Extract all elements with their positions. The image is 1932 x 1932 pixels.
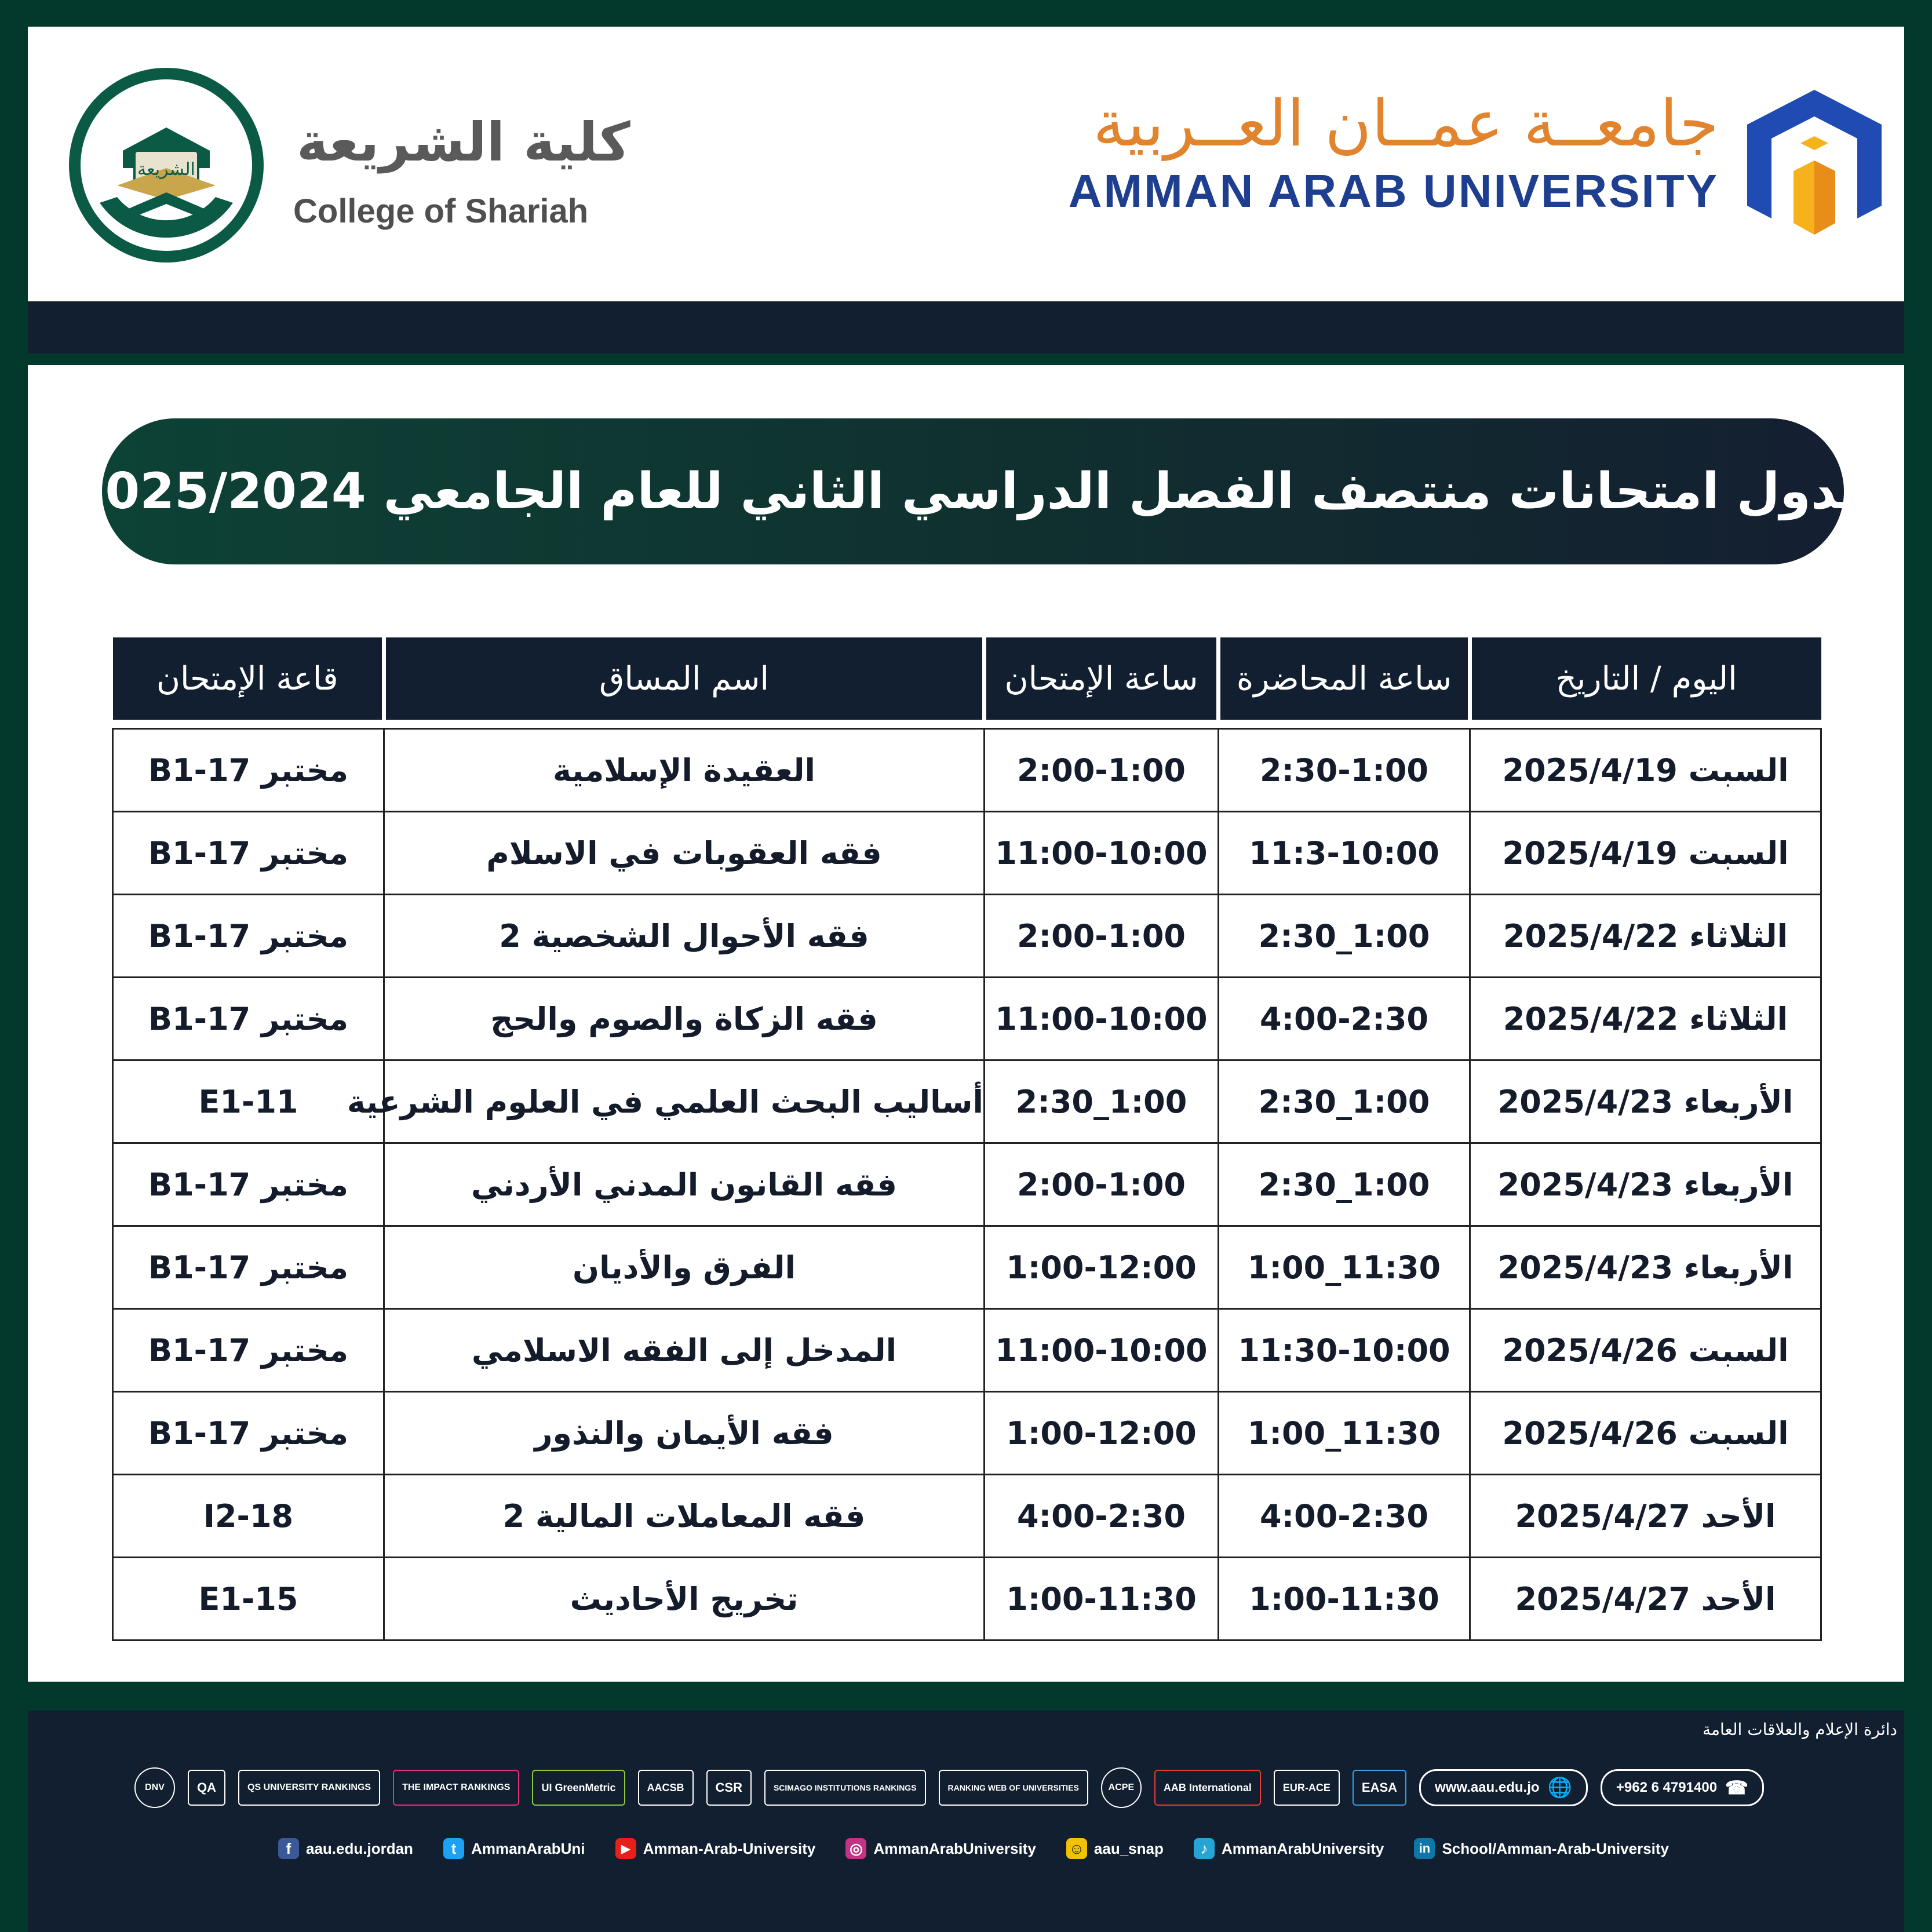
social-snapchat[interactable]	[1066, 1838, 1164, 1859]
cell-room: مختبر B1-17	[113, 895, 384, 978]
cell-date: السبت 2025/4/26	[1470, 1392, 1821, 1475]
cell-course: فقه المعاملات المالية 2	[384, 1475, 985, 1558]
cell-exam-time: 1:00_2:30	[985, 1060, 1219, 1143]
cell-lecture-time: 1:00_2:30	[1219, 1143, 1470, 1226]
table-body	[113, 720, 1821, 1641]
cell-lecture-time: 4:00-2:30	[1219, 1475, 1470, 1558]
cell-date: الأربعاء 2025/4/23	[1470, 1143, 1821, 1226]
header-lecture-time: ساعة المحاضرة	[1219, 637, 1470, 720]
cell-room: مختبر B1-17	[113, 1392, 384, 1475]
cell-date: السبت 2025/4/26	[1470, 1309, 1821, 1392]
table-row	[113, 1226, 1821, 1309]
social-label[interactable]: AmmanArabUniversity	[1222, 1839, 1384, 1857]
cell-exam-time: 11:00-10:00	[985, 978, 1219, 1060]
greenmetric-badge: UI GreenMetric	[532, 1770, 625, 1806]
university-name-english: AMMAN ARAB UNIVERSITY	[1068, 165, 1719, 217]
cell-course: المدخل إلى الفقه الاسلامي	[384, 1309, 985, 1392]
cell-date: الأربعاء 2025/4/23	[1470, 1060, 1821, 1143]
cell-exam-time: 1:00-11:30	[985, 1558, 1219, 1641]
aab-international-badge: AAB International	[1154, 1770, 1261, 1806]
social-label[interactable]: AmmanArabUniversity	[873, 1839, 1036, 1857]
college-name-arabic: كلية الشريعة	[297, 111, 630, 173]
phone-text[interactable]: +962 6 4791400	[1616, 1780, 1718, 1795]
social-instagram[interactable]	[845, 1838, 1036, 1859]
table-header	[113, 637, 1821, 720]
cell-lecture-time: 1:00-11:30	[1219, 1558, 1470, 1641]
cell-course: فقه الأحوال الشخصية 2	[384, 895, 985, 978]
cell-exam-time: 2:00-1:00	[985, 895, 1219, 978]
the-rankings-badge: THE IMPACT RANKINGS	[393, 1770, 519, 1806]
cell-lecture-time: 11:30_1:00	[1219, 1226, 1470, 1309]
social-twitter[interactable]	[443, 1838, 585, 1859]
cell-course: فقه الزكاة والصوم والحج	[384, 978, 985, 1060]
cell-lecture-time: 11:30-10:00	[1219, 1309, 1470, 1392]
social-label[interactable]: School/Amman-Arab-University	[1442, 1839, 1669, 1857]
cell-room: مختبر B1-17	[113, 1143, 384, 1226]
snapchat-icon: ☺	[1066, 1838, 1087, 1859]
header-course-name: اسم المساق	[384, 637, 985, 720]
cell-lecture-time: 11:30_1:00	[1219, 1392, 1470, 1475]
qa-badge: QA	[188, 1770, 225, 1806]
cell-course: فقه العقوبات في الاسلام	[384, 812, 985, 895]
cell-date: الثلاثاء 2025/4/22	[1470, 895, 1821, 978]
table-row	[113, 1475, 1821, 1558]
cell-room: مختبر B1-17	[113, 1309, 384, 1392]
cell-course: الفرق والأديان	[384, 1226, 985, 1309]
social-youtube[interactable]	[615, 1838, 816, 1859]
cell-room: I2-18	[113, 1475, 384, 1558]
social-label[interactable]: aau_snap	[1093, 1839, 1164, 1857]
college-of-shariah-emblem	[65, 64, 268, 267]
exam-schedule-table	[112, 637, 1822, 1641]
aacsb-badge: AACSB	[638, 1770, 694, 1806]
cell-room: E1-11	[113, 1060, 384, 1143]
table-row	[113, 729, 1821, 812]
website-text[interactable]: www.aau.edu.jo	[1435, 1780, 1540, 1795]
cell-exam-time: 1:00-12:00	[985, 1392, 1219, 1475]
table-row	[113, 978, 1821, 1060]
table-row	[113, 1309, 1821, 1392]
cell-room: مختبر B1-17	[113, 1226, 384, 1309]
footer	[28, 1711, 1904, 1932]
table-row	[113, 812, 1821, 895]
college-name-english: College of Shariah	[293, 192, 589, 230]
social-tiktok[interactable]	[1194, 1838, 1384, 1859]
title-banner	[70, 418, 1876, 564]
website-link[interactable]	[1419, 1769, 1588, 1806]
cell-date: الأحد 2025/4/27	[1470, 1475, 1821, 1558]
cell-room: مختبر B1-17	[113, 978, 384, 1060]
webometrics-badge: RANKING WEB OF UNIVERSITIES	[939, 1770, 1088, 1806]
linkedin-icon: in	[1414, 1838, 1435, 1859]
tiktok-icon: ♪	[1194, 1838, 1215, 1859]
page-title: جدول امتحانات منتصف الفصل الدراسي الثاني للعام الجامعي 2025/2024	[70, 462, 1876, 520]
social-label[interactable]: Amman-Arab-University	[643, 1839, 816, 1857]
cell-room: E1-15	[113, 1558, 384, 1641]
cell-lecture-time: 1:00_2:30	[1219, 895, 1470, 978]
phone-link[interactable]	[1601, 1769, 1764, 1806]
header-exam-room: قاعة الإمتحان	[113, 637, 384, 720]
twitter-icon: t	[443, 1838, 464, 1859]
header-exam-time: ساعة الإمتحان	[985, 637, 1219, 720]
cell-date: الأربعاء 2025/4/23	[1470, 1226, 1821, 1309]
eur-ace-badge: EUR-ACE	[1274, 1770, 1340, 1806]
table-row	[113, 1060, 1821, 1143]
easa-badge: EASA	[1353, 1770, 1406, 1806]
department-label: دائرة الإعلام والعلاقات العامة	[1702, 1720, 1897, 1739]
social-label[interactable]: AmmanArabUni	[471, 1839, 585, 1857]
cell-lecture-time: 1:00_2:30	[1219, 1060, 1470, 1143]
cell-exam-time: 4:00-2:30	[985, 1475, 1219, 1558]
cell-course: فقه الأيمان والنذور	[384, 1392, 985, 1475]
table-row	[113, 895, 1821, 978]
accreditation-badges	[134, 1762, 1792, 1814]
instagram-icon: ◎	[845, 1838, 866, 1859]
cell-lecture-time: 2:30-1:00	[1219, 729, 1470, 812]
social-label[interactable]: aau.edu.jordan	[306, 1839, 413, 1857]
cell-room: مختبر B1-17	[113, 812, 384, 895]
header-divider-band	[28, 301, 1904, 353]
dnv-badge: DNV	[134, 1767, 175, 1808]
facebook-icon: f	[278, 1838, 299, 1859]
cell-date: السبت 2025/4/19	[1470, 812, 1821, 895]
amman-arab-university-logo	[1747, 90, 1882, 242]
qs-rankings-badge: QS UNIVERSITY RANKINGS	[238, 1770, 380, 1806]
globe-icon: 🌐	[1547, 1777, 1572, 1799]
cell-lecture-time: 11:3-10:00	[1219, 812, 1470, 895]
cell-exam-time: 11:00-10:00	[985, 812, 1219, 895]
emblem-calligraphy: الشريعة	[137, 159, 195, 180]
cell-exam-time: 2:00-1:00	[985, 1143, 1219, 1226]
cell-exam-time: 11:00-10:00	[985, 1309, 1219, 1392]
csr-badge: CSR	[706, 1770, 752, 1806]
table-row	[113, 1558, 1821, 1641]
cell-course: فقه القانون المدني الأردني	[384, 1143, 985, 1226]
social-linkedin[interactable]	[1414, 1838, 1669, 1859]
scimago-badge: SCIMAGO INSTITUTIONS RANKINGS	[764, 1770, 926, 1806]
table-row	[113, 1392, 1821, 1475]
cell-room: مختبر B1-17	[113, 729, 384, 812]
university-name-arabic: جامعــة عمــان العــربية	[1093, 86, 1719, 161]
cell-exam-time: 1:00-12:00	[985, 1226, 1219, 1309]
cell-exam-time: 2:00-1:00	[985, 729, 1219, 812]
cell-date: الأحد 2025/4/27	[1470, 1558, 1821, 1641]
table-row	[113, 1143, 1821, 1226]
cell-course: العقيدة الإسلامية	[384, 729, 985, 812]
cell-course: أساليب البحث العلمي في العلوم الشرعية	[384, 1060, 985, 1143]
phone-icon: ☎	[1725, 1777, 1748, 1798]
youtube-icon: ▶	[615, 1838, 636, 1859]
cell-date: الثلاثاء 2025/4/22	[1470, 978, 1821, 1060]
header-day-date: اليوم / التاريخ	[1470, 637, 1821, 720]
acpe-badge: ACPE	[1101, 1767, 1142, 1808]
social-links	[278, 1832, 1669, 1865]
cell-course: تخريج الأحاديث	[384, 1558, 985, 1641]
cell-date: السبت 2025/4/19	[1470, 729, 1821, 812]
cell-lecture-time: 4:00-2:30	[1219, 978, 1470, 1060]
social-facebook[interactable]	[278, 1838, 413, 1859]
